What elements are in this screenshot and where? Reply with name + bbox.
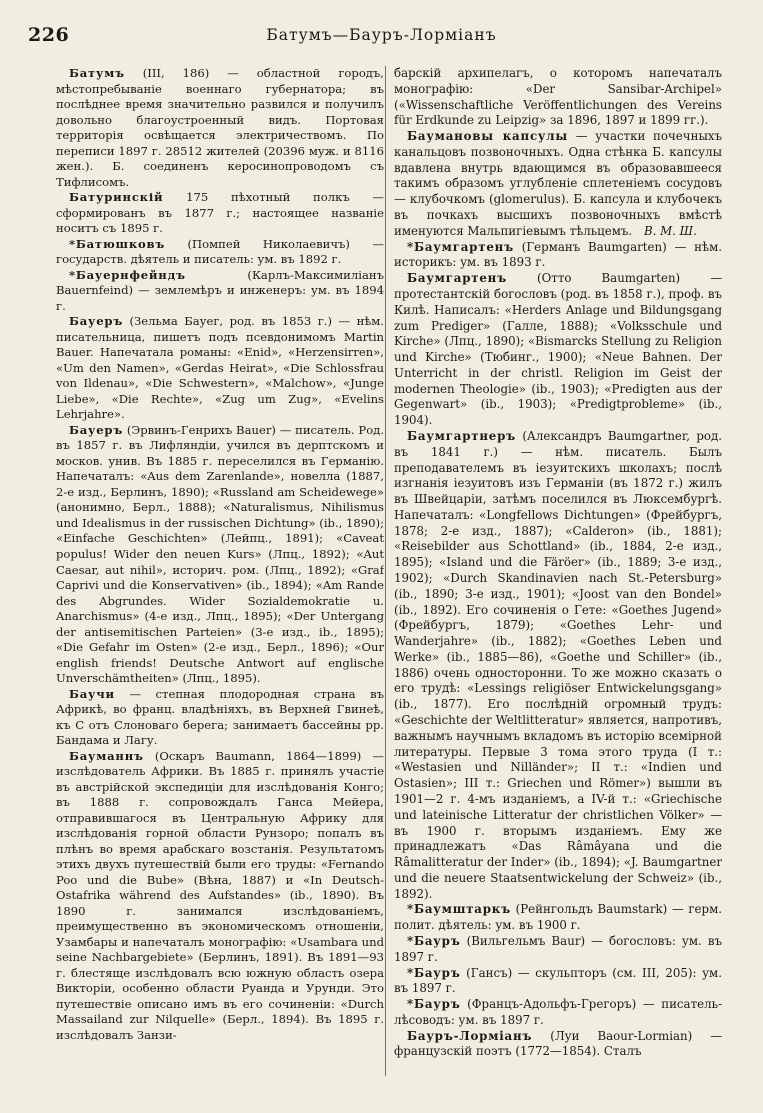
entry-headword: *Батюшковъ <box>69 236 166 251</box>
entry <box>394 240 722 272</box>
entry-text: барскій архипелагъ, о которомъ напечаталъ монографію: «Der Sansibar-Archipel» («Wissenschaftliche Veröffentlichungen des Vereins für Erdkunde zu Leipzig» за 1896, 1897 и 1899 гг.). <box>394 66 722 128</box>
entry <box>56 237 384 268</box>
page-body <box>56 66 722 1066</box>
entry <box>56 314 384 423</box>
entry-headword: Баумановы капсулы <box>407 129 569 144</box>
entry <box>56 66 384 190</box>
entry-text: (Рейнгольдъ Baumstark) — герм. полит. дѣятель: ум. въ 1900 г. <box>394 902 722 933</box>
entry-text: (Эрвинъ-Генрихъ Bauer) — писатель. Род. въ 1857 г. въ Лифляндіи, учился въ дерптскомъ и москов. унив. Въ 1885 г. переселился въ Германію. Напечаталъ: «Aus dem Zarenlande», новелла (1887, 2-е изд., Берлинъ, 1890); «Russland am Scheidewege» (анонимно, Берл., 1888); «Naturalismus, Nihilismus und Idealismus in der russischen Dichtung» (ib., 1890); «Einfache Geschichten» (Лейпц., 1891); «Caveat populus! Wider den neuen Kurs» (Лпц., 1892); «Aut Caesar, aut nihil», историч. ром. (Лпц., 1892); «Graf Caprivi und die Konservativen» (ib., 1894); «Am Rande des Abgrundes. Wider Sozialdemokratie u. Anarchismus» (4-е изд., Лпц., 1895); «Der Untergang der antisemitischen Parteien» (3-е изд., ib., 1895); «Die Gefahr im Osten» (2-е изд., Берл., 1896); «Our english friends! Deutsche Antwort auf englische Unverschämtheiten» (Лпц., 1895). <box>56 422 384 686</box>
entry <box>394 66 722 129</box>
entry-text: (Гансъ) — скульпторъ (см. III, 205): ум. въ 1897 г. <box>394 965 722 996</box>
entry-headword: *Бауръ <box>407 965 461 980</box>
entry <box>394 997 722 1029</box>
entry <box>56 268 384 315</box>
left-column <box>56 66 384 1066</box>
entry-text: (Зельма Бауег, род. въ 1853 г.) — нѣм. писательница, пишетъ подъ псевдонимомъ Martin Bauer. Напечатала романы: «Enid», «Herzensirren», «Um den Namen», «Gerdas Heirat», «Die Schlossfrau von Ildenau», «Die Schwestern», «Malchow», «Junge Liebe», «Die Rechte», «Zug um Zug», «Evelins Lehrjahre». <box>56 314 384 422</box>
entry-headword: Баумгартенъ <box>407 271 507 286</box>
entry-text: (Оскаръ Baumann, 1864—1899) — изслѣдователь Африки. Въ 1885 г. принялъ участіе въ австрійской экспедиціи для изслѣдованія Конго; въ 1888 г. сопровождалъ Ганса Мейера, отправившагося въ Центральную Африку для изслѣдованія горной области Рунзоро; попалъ въ плѣнъ во время арабскаго возстанія. Результатомъ этихъ двухъ путешествій были его труды: «Fernando Poo und die Bube» (Вѣна, 1887) и «In Deutsch-Ostafrika während des Aufstandes» (ib., 1890). Въ 1890 г. занимался изслѣдованіемъ, преимущественно въ экономическомъ отношеніи, Узамбары и напечаталъ монографію: «Usambara und seine Nachbargebiete» (Берлинъ, 1891). Въ 1891—93 г. блестяще изслѣдовалъ всю южную область озера Викторіи, особенно области Руанда и Урунди. Это путешествіе описано имъ въ его сочиненіи: «Durch Massailand zur Nilquelle» (Берл., 1894). Въ 1895 г. изслѣдовалъ Занзи- <box>56 748 384 1042</box>
running-head: Батумъ—Бауръ-Лормiанъ <box>266 26 497 44</box>
entry-headword: *Бауернфейндъ <box>69 267 186 282</box>
entry-headword: Баумгартнеръ <box>407 428 516 443</box>
entry <box>394 966 722 998</box>
entry-headword: Бауръ-Лормiанъ <box>407 1028 533 1043</box>
entry-headword: *Баумгартенъ <box>407 239 514 254</box>
entry-text: — степная плодородная страна въ Африкѣ, во франц. владѣніяхъ, въ Верхней Гвинеѣ, къ С отъ Слоноваго берега; занимаетъ бассейны рр. Бандама и Лагу. <box>56 686 384 748</box>
entry-text: (III, 186) — областной городъ, мѣстопребываніе военнаго губернатора; въ послѣднее время значительно развился и получилъ довольно благоустроенный видъ. Портовая территорія освѣщается электричествомъ. По переписи 1897 г. 28512 жителей (20396 муж. и 8116 жен.). Б. соединенъ керосинопроводомъ съ Тифлисомъ. <box>56 66 384 189</box>
page-number: 226 <box>28 24 70 46</box>
entry <box>56 423 384 687</box>
entry-headword: Батумъ <box>69 66 125 80</box>
entry <box>56 687 384 749</box>
entry-headword: Бауеръ <box>69 314 124 329</box>
entry <box>394 934 722 966</box>
entry <box>394 1029 722 1061</box>
entry-signature: В. М. Ш. <box>643 223 697 238</box>
entry <box>394 271 722 429</box>
entry-text: (Помпей Николаевичъ) — государств. дѣятель и писатель: ум. въ 1892 г. <box>56 236 384 267</box>
entry-headword: *Баумштаркъ <box>407 902 511 917</box>
entry-headword: *Бауръ <box>407 933 461 948</box>
entry-text: — участки почечныхъ канальцовъ позвоночныхъ. Одна стѣнка Б. капсулы вдавлена внутрь вдающимся въ образовавшееся такимъ образомъ углубленіе сплетеніемъ сосудовъ — клубочкомъ (glomerulus). Б. капсула и клубочекъ въ почкахъ высшихъ позвоночныхъ вмѣстѣ именуются Мальпигіевымъ тѣльцемъ. <box>394 129 722 238</box>
entry <box>394 129 722 239</box>
right-column <box>394 66 722 1066</box>
entry-text: (Францъ-Адольфъ-Грегоръ) — писатель-лѣсоводъ: ум. въ 1897 г. <box>394 997 722 1027</box>
entry <box>56 190 384 237</box>
entry-headword: *Бауръ <box>407 997 461 1012</box>
entry-text: 175 пѣхотный полкъ — сформированъ въ 1877 г.; настоящее названіе носитъ съ 1895 г. <box>56 190 384 236</box>
page-header <box>0 0 763 60</box>
entry-headword: Бауеръ <box>69 422 124 437</box>
entry <box>394 429 722 902</box>
entry-headword: Бауманнъ <box>69 748 144 763</box>
entry-headword: Баучи <box>69 686 115 701</box>
entry-headword: Батуринскій <box>69 190 164 205</box>
entry-text: (Александръ Baumgartner, род. въ 1841 г.) — нѣм. писатель. Былъ преподавателемъ въ іезуитскихъ школахъ; послѣ изгнанія іезуитовъ изъ Германіи (въ 1872 г.) жилъ въ Швейцаріи, затѣмъ поселился въ Люксембургѣ. Напечаталъ: «Longfellows Dichtungen» (Фрейбургъ, 1878; 2-е изд., 1887); «Calderon» (ib., 1881); «Reisebilder aus Schottland» (ib., 1884, 2-е изд., 1895); «Island und die Färöer» (ib., 1889; 3-е изд., 1902); «Durch Skandinavien nach St.-Petersburg» (ib., 1890; 3-е изд., 1901); «Joost van den Bondel» (ib., 1892). Его сочиненія о Гете: «Goethes Jugend» (Фрейбургъ, 1879); «Goethes Lehr- und Wanderjahre» (ib., 1882); «Goethes Leben und Werke» (ib., 1885—86), «Goethe und Schiller» (ib., 1886) очень односторонни. То же можно сказать о его трудѣ: «Lessings religiöser Entwickelungsgang» (ib., 1877). Его послѣдній огромный трудъ: «Geschichte der Weltlitteratur» является, напротивъ, важнымъ научнымъ вкладомъ въ исторію всемірной литературы. Первые 3 тома этого труда (I т.: «Westasien und Nilländer»; II т.: «Indien und Ostasien»; III т.: Griechen und Römer») вышли въ 1901—2 г. 4-мъ изданіемъ, а IV-й т.: «Griechische und lateinische Litteratur der christlichen Völker» — въ 1900 г. вторымъ изданіемъ. Ему же принадлежатъ «Das Râmâyana und die Râmalitteratur der Inder» (ib., 1894); «J. Baumgartner und die neuere Staatsentwickelung der Schweiz» (ib., 1892). <box>394 428 722 901</box>
entry <box>394 902 722 934</box>
entry-text: (Отто Baumgarten) — протестантскій богословъ (род. въ 1858 г.), проф. въ Килѣ. Написалъ: «Herders Anlage und Bildungsgang zum Prediger» (Галле, 1888); «Volksschule und Kirche» (Лпц., 1890); «Bismarcks Stellung zu Religion und Kirche» (Тюбинг., 1900); «Neue Bahnen. Der Unterricht in der christl. Religion im Geist der modernen Theologie» (ib., 1903); «Predigten aus der Gegenwart» (ib., 1903); «Predigtprobleme» (ib., 1904). <box>394 271 722 428</box>
entry-text: (Луи Baour-Lormian) — французскій поэтъ (1772—1854). Сталъ <box>394 1028 722 1059</box>
entry-text: (Германъ Baumgarten) — нѣм. историкъ: ум. въ 1893 г. <box>394 239 722 270</box>
entry-text: (Вильгельмъ Baur) — богословъ: ум. въ 1897 г. <box>394 933 722 964</box>
entry-text: (Карлъ-Максимиліанъ Bauernfeind) — землемѣръ и инженеръ: ум. въ 1894 г. <box>56 267 384 313</box>
entry <box>56 749 384 1044</box>
